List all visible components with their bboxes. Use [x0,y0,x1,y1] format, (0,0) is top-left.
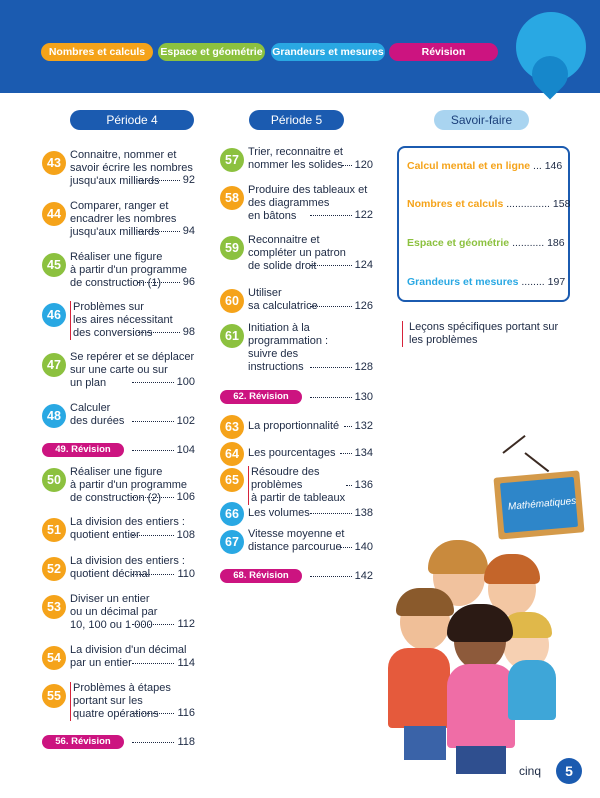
pill-espace-geometrie: Espace et géométrie [158,43,265,61]
lesson-number-badge: 43 [42,151,66,175]
lesson-page: 116 [132,707,195,720]
lesson-number-badge: 47 [42,353,66,377]
chalkboard-illustration [493,470,584,539]
page-number-badge: 5 [556,758,582,784]
lesson-title: Se repérer et se déplacer sur une carte ou sur un plan [70,351,195,389]
lesson-61[interactable] [220,324,373,374]
lesson-title: Initiation à la programmation : suivre des instructions [248,322,329,373]
lesson-number-badge: 50 [42,468,66,492]
pill-revision: Révision [389,43,498,61]
lesson-page: 94 [138,225,195,238]
lesson-title: Problèmes sur les aires nécessitant des conversions [70,301,173,340]
lesson-66[interactable] [220,502,373,526]
revision-badge: 56. Révision [42,735,124,749]
pill-nombres-calculs: Nombres et calculs [41,43,153,61]
lesson-page: 106 [132,491,195,504]
lesson-title: Connaitre, nommer et savoir écrire les nombres jusqu'aux milliards [70,149,193,187]
lesson-title: Comparer, ranger et encadrer les nombres jusqu'aux milliards [70,200,177,238]
lesson-63[interactable] [220,415,373,439]
lesson-page: 92 [138,174,195,187]
lesson-44[interactable] [42,202,195,238]
lesson-number-badge: 55 [42,684,66,708]
savoir-faire-espace-geometrie[interactable]: Espace et géométrie ........... 186 [407,237,565,249]
lesson-48[interactable] [42,404,195,428]
lesson-title: Calculer des durées [70,402,125,427]
lesson-52[interactable] [42,557,195,581]
lesson-page: 96 [138,276,195,289]
lesson-55[interactable] [42,684,195,720]
lesson-page: 120 [342,159,373,172]
lesson-page: 128 [310,361,373,374]
lesson-page: 100 [132,376,195,389]
lesson-page: 124 [310,259,373,272]
chalkboard-text: Mathématiques [507,495,577,513]
revision-badge: 68. Révision [220,569,302,583]
page-word: cinq [519,764,542,778]
lesson-title: Reconnaitre et compléter un patron de solide droit [248,234,346,272]
lesson-title: Les pourcentages [248,447,336,459]
revision-page: 118 [132,736,195,749]
lesson-title: La proportionnalité [248,420,340,432]
lesson-page: 114 [132,657,195,670]
lesson-title: Les volumes [248,507,310,519]
revision-badge: 49. Révision [42,443,124,457]
lesson-page: 98 [138,326,195,339]
lesson-number-badge: 51 [42,518,66,542]
revision-49[interactable] [42,443,195,457]
revision-page: 104 [132,444,195,457]
lesson-51[interactable] [42,518,195,542]
revision-68[interactable] [220,569,373,583]
lesson-number-badge: 45 [42,253,66,277]
lesson-number-badge: 46 [42,303,66,327]
revision-page: 142 [310,570,373,583]
lesson-title: Réaliser une figure à partir d'un programme de construction (2) [70,466,188,504]
savoir-faire-box [397,146,570,302]
periode-4-header: Période 4 [70,110,194,130]
revision-page: 130 [310,391,373,404]
savoir-faire-grandeurs-mesures[interactable]: Grandeurs et mesures ........ 197 [407,276,566,288]
lesson-59[interactable] [220,236,373,272]
lesson-54[interactable] [42,646,195,670]
lesson-number-badge: 44 [42,202,66,226]
lesson-number-badge: 64 [220,442,244,466]
lesson-page: 132 [344,420,373,433]
pill-grandeurs-mesures: Grandeurs et mesures [271,43,385,61]
lesson-page: 122 [310,209,373,222]
lesson-number-badge: 67 [220,530,244,554]
lesson-title: La division des entiers : quotient décimal [70,555,185,580]
lesson-47[interactable] [42,353,195,389]
lesson-number-badge: 52 [42,557,66,581]
lesson-title: La division d'un décimal par un entier [70,644,187,669]
lesson-number-badge: 61 [220,324,244,348]
lesson-page: 126 [310,300,373,313]
lesson-title: Diviser un entier ou un décimal par 10, 100 ou 1 000 [70,593,158,631]
lesson-57[interactable] [220,148,373,172]
savoir-faire-header: Savoir-faire [434,110,529,130]
revision-62[interactable] [220,390,373,404]
lesson-number-badge: 57 [220,148,244,172]
lesson-title: Utiliser sa calculatrice [248,287,318,312]
lesson-number-badge: 59 [220,236,244,260]
board-string [502,435,525,454]
lesson-page: 112 [132,618,195,631]
lesson-number-badge: 58 [220,186,244,210]
lesson-64[interactable] [220,442,373,466]
lesson-65[interactable] [220,466,373,504]
lesson-title: Produire des tableaux et des diagrammes en bâtons [248,184,368,222]
lesson-number-badge: 63 [220,415,244,439]
savoir-faire-calcul-mental[interactable]: Calcul mental et en ligne ... 146 [407,160,563,172]
lesson-53[interactable] [42,595,195,631]
lesson-number-badge: 66 [220,502,244,526]
header-band [0,0,600,93]
lesson-page: 138 [310,507,373,520]
lesson-title: Vitesse moyenne et distance parcourue [248,528,345,553]
lesson-46[interactable] [42,303,195,339]
lesson-page: 110 [132,568,195,581]
lesson-title: Problèmes à étapes portant sur les quatre opérations [70,682,171,721]
lesson-58[interactable] [220,186,373,222]
revision-56[interactable] [42,735,195,749]
lesson-67[interactable] [220,530,373,554]
lesson-page: 102 [132,415,195,428]
legend-note: Leçons spécifiques portant sur les problèmes [402,321,562,347]
lesson-number-badge: 54 [42,646,66,670]
lesson-43[interactable] [42,151,195,187]
lesson-50[interactable] [42,468,195,504]
revision-badge: 62. Révision [220,390,302,404]
lesson-number-badge: 65 [220,468,244,492]
lesson-page: 136 [346,479,373,492]
lesson-page: 108 [132,529,195,542]
lesson-title: La division des entiers : quotient entier [70,516,185,541]
lesson-title: Résoudre des problèmes à partir de tableaux [248,466,373,505]
lesson-number-badge: 53 [42,595,66,619]
periode-5-header: Période 5 [249,110,344,130]
lesson-title: Trier, reconnaitre et nommer les solides [248,146,343,171]
board-string [524,452,549,472]
lesson-60[interactable] [220,289,373,313]
savoir-faire-nombres-calculs[interactable]: Nombres et calculs ............... 158 [407,198,571,210]
lesson-number-badge: 60 [220,289,244,313]
lesson-title: Réaliser une figure à partir d'un programme de construction (1) [70,251,188,289]
lesson-number-badge: 48 [42,404,66,428]
lesson-page: 140 [340,541,373,554]
lesson-45[interactable] [42,253,195,289]
lesson-page: 134 [340,447,373,460]
